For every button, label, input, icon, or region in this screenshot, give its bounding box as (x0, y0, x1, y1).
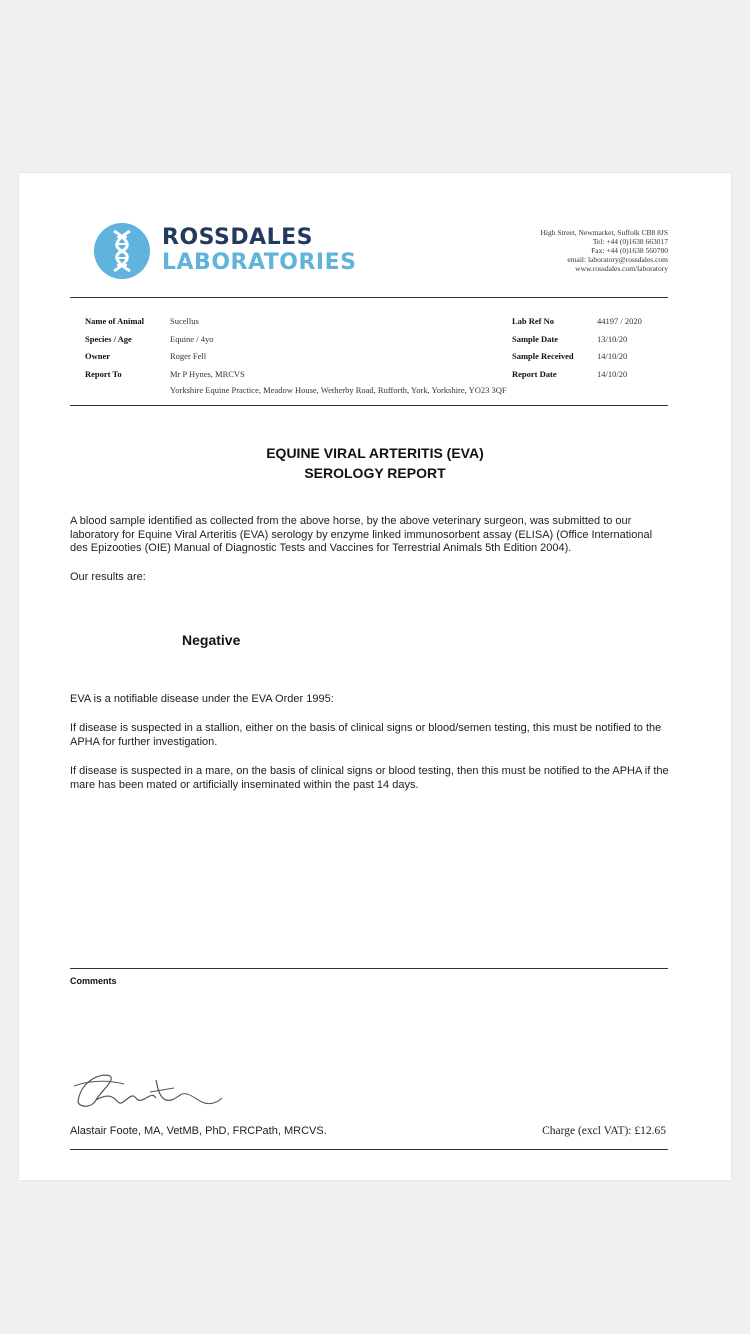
intro-paragraph: A blood sample identified as collected from the above horse, by the above veterinary surgeon, was submitted to our laboratory for Equine Viral Arteritis (EVA) serology by enzyme linked immunosorbent assay (ELISA) (Office International des Epizooties (OIE) Manual of Diagnostic Tests and Vaccines for Terrestrial Animals 5th Edition 2004). (70, 515, 653, 554)
header-divider (70, 297, 668, 298)
dna-logo-icon (94, 223, 150, 279)
practice-address: Yorkshire Equine Practice, Meadow House, Wetherby Road, Rufforth, York, Yorkshire, YO23 3QF (170, 385, 507, 395)
result-value: Negative (182, 632, 241, 648)
comments-divider (70, 968, 668, 969)
animal-label: Name of Animal (85, 316, 145, 326)
footer-divider (70, 1149, 668, 1150)
info-divider (70, 405, 668, 406)
signatory-name: Alastair Foote, MA, VetMB, PhD, FRCPath, MRCVS. (70, 1125, 327, 1137)
address-line: Fax: +44 (0)1638 560780 (591, 246, 668, 255)
report-subtitle: SEROLOGY REPORT (304, 465, 446, 481)
report-to-value: Mr P Hynes, MRCVS (170, 369, 245, 379)
comments-label: Comments (70, 976, 117, 986)
results-intro: Our results are: (70, 571, 146, 583)
lab-address (540, 228, 668, 273)
sample-received-value: 14/10/20 (597, 351, 628, 361)
owner-label: Owner (85, 351, 111, 361)
sample-date-label: Sample Date (512, 334, 559, 344)
report-title: EQUINE VIRAL ARTERITIS (EVA) (266, 445, 484, 461)
address-website[interactable]: www.rossdales.com/laboratory (575, 264, 668, 273)
charge-amount: Charge (excl VAT): £12.65 (542, 1125, 666, 1137)
stallion-paragraph: If disease is suspected in a stallion, either on the basis of clinical signs or blood/semen testing, this must be notified to the APHA for further investigation. (70, 722, 662, 748)
logo-subtitle: LABORATORIES (162, 250, 357, 275)
notifiable-paragraph: EVA is a notifiable disease under the EVA Order 1995: (70, 693, 334, 705)
species-value: Equine / 4yo (170, 334, 214, 344)
address-line: Tel: +44 (0)1638 663017 (592, 237, 668, 246)
report-to-label: Report To (85, 369, 122, 379)
address-line: High Street, Newmarket, Suffolk CB8 8JS (540, 228, 668, 237)
report-date-label: Report Date (512, 369, 557, 379)
address-email[interactable]: email: laboratory@rossdales.com (567, 255, 668, 264)
mare-paragraph: If disease is suspected in a mare, on the basis of clinical signs or blood testing, then this must be notified to the APHA if the mare has been mated or artificially inseminated within the past 14 days. (70, 765, 669, 791)
logo-title: ROSSDALES (162, 225, 314, 250)
report-date-value: 14/10/20 (597, 369, 628, 379)
species-label: Species / Age (85, 334, 132, 344)
animal-value: Sucellus (170, 316, 199, 326)
rossdales-logo (94, 223, 384, 279)
sample-received-label: Sample Received (512, 351, 574, 361)
signature-image (70, 1062, 230, 1118)
lab-ref-value: 44197 / 2020 (597, 316, 642, 326)
sample-date-value: 13/10/20 (597, 334, 628, 344)
lab-ref-label: Lab Ref No (512, 316, 555, 326)
report-page (19, 173, 731, 1180)
owner-value: Roger Fell (170, 351, 207, 361)
